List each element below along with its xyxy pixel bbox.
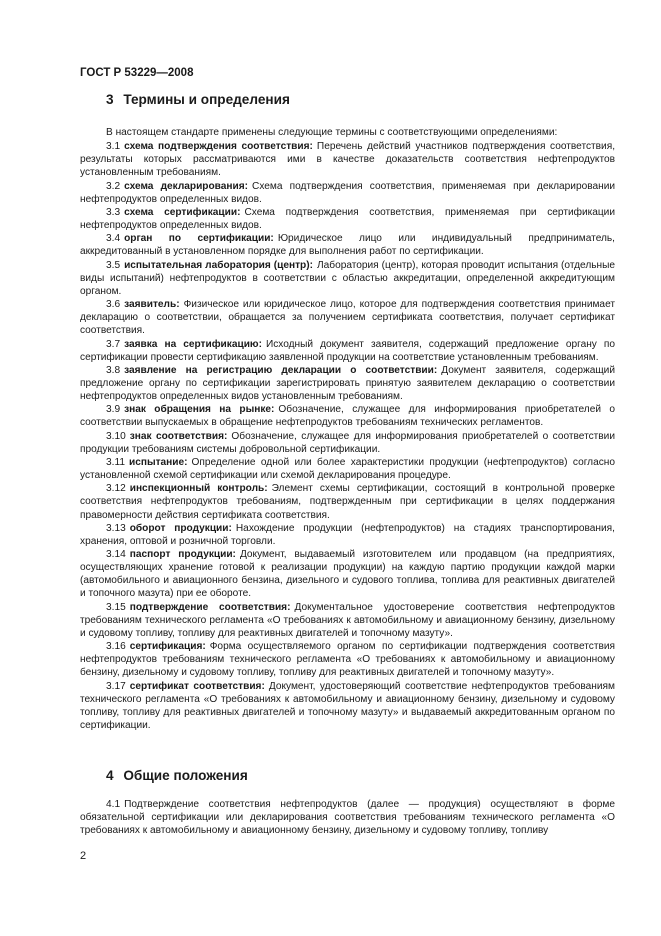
definition-term: знак соответствия:: [129, 430, 228, 442]
definition-text: Определение одной или более характеристики продукции (нефтепродуктов) согласно установленной схемой сертификации или схемой декларирования процедуре.: [80, 456, 615, 482]
section-4-heading: [106, 768, 248, 783]
section-4-body: [80, 798, 615, 837]
definition-term: оборот продукции:: [129, 522, 232, 534]
section-3-body: [80, 126, 615, 732]
definition-item: 3.14 паспорт продукции: Документ, выдаваемый изготовителем или продавцом (на предприятиях, осуществляющих хранение готовой к реализации продукции) на каждую партию продукции каждой марки (автомобильного и авиационного бензина, дизельного и судового топлива, топлива для реактивных двигателей и топочного мазута) при ее обороте.: [80, 549, 615, 600]
definition-item: 3.5 испытательная лаборатория (центр): Лаборатория (центр), которая проводит испытания (отдельные виды испытаний) нефтепродуктов в соответствии с областью аккредитации, определенной аккредитующим органом.: [80, 259, 616, 297]
definition-text: Документальное удостоверение соответствия нефтепродуктов требованиям технического регламента «О требованиях к автомобильному и авиационному бензину, дизельному и судовому топливу, топливу для реактивных двигателей и топочному мазуту».: [80, 601, 615, 639]
definition-text: Юридическое лицо или индивидуальный предприниматель, аккредитованный в установленном порядке для выполнения работ по сертификации.: [80, 233, 615, 258]
definition-item: 3.16 сертификация: Форма осуществляемого органом по сертификации подтверждения соответствия нефтепродуктов требованиям технического регламента «О требованиях к автомобильному и авиационному бензину, дизельному и судовому топливу, топливу для реактивных двигателей и топочному мазуту».: [80, 641, 615, 679]
definition-text: Документ заявителя, содержащий предложение органу по сертификации зарегистрировать принятую заявителем декларацию о соответствии нефтепродуктов определенных видов установленным требованиям.: [80, 364, 615, 403]
definition-term: подтверждение соответствия:: [129, 601, 291, 613]
definition-term: заявитель:: [124, 299, 180, 311]
clause-text: Подтверждение соответствия нефтепродуктов (далее — продукция) осуществляют в форме обязательной сертификации или декларирования соответствия требованиям технического регламента «О требованиях к автомобильному и авиационному бензину, дизельному и судовому топливу, топливу: [80, 799, 615, 837]
definition-text: Нахождение продукции (нефтепродуктов) на стадиях транспортирования, хранения, оптовой и розничной торговли.: [80, 522, 615, 547]
definition-term: знак обращения на рынке:: [124, 404, 275, 416]
definition-term: заявка на сертификацию:: [124, 338, 262, 350]
definition-text: Документ, выдаваемый изготовителем или продавцом (на предприятиях, осуществляющих хранение готовой к реализации продукции) на каждую партию продукции каждой марки (автомобильного и авиационного бензина, дизельного и судового топлива, топлива для реактивных двигателей и топочного мазута) при ее обороте.: [80, 549, 615, 600]
definition-item: 3.4 орган по сертификации: Юридическое лицо или индивидуальный предприниматель, аккредитованный в установленном порядке для выполнения работ по сертификации.: [80, 233, 615, 258]
section-title: Термины и определения: [123, 92, 290, 107]
definition-text: Исходный документ заявителя, содержащий предложение органу по сертификации провести сертификацию заявленной продукции на соответствие установленным требованиям.: [80, 338, 615, 363]
page-number: 2: [80, 850, 87, 862]
definition-item: 3.13 оборот продукции: Нахождение продукции (нефтепродуктов) на стадиях транспортирования, хранения, оптовой и розничной торговли.: [80, 522, 615, 547]
definition-item: 3.8 заявление на регистрацию декларации о соответствии: Документ заявителя, содержащий предложение органу по сертификации зарегистрировать принятую заявителем декларацию о соответствии нефтепродуктов определенных видов установленным требованиям.: [80, 364, 615, 403]
definition-item: 3.7 заявка на сертификацию: Исходный документ заявителя, содержащий предложение органу по сертификации провести сертификацию заявленной продукции на соответствие установленным требованиям.: [80, 338, 615, 363]
definition-item: 3.17 сертификат соответствия: Документ, удостоверяющий соответствие нефтепродуктов требованиям технического регламента «О требованиях к автомобильному и авиационному бензину, дизельному и судовому топливу, топливу для реактивных двигателей и топочному мазуту» и выдаваемый аккредитованным органом по сертификации.: [80, 680, 615, 732]
definition-item: 3.11 испытание: Определение одной или более характеристики продукции (нефтепродуктов) согласно установленной схемой сертификации или схемой декларирования процедуре.: [80, 456, 615, 482]
definition-term: паспорт продукции:: [129, 549, 236, 560]
definition-text: Обозначение, служащее для информирования приобретателей о соответствии выпускаемых в обращение нефтепродуктов требованиям технических регламентов.: [80, 404, 615, 429]
definition-text: Обозначение, служащее для информирования приобретателей о соответствии продукции требованиям системы добровольной сертификации.: [80, 430, 615, 455]
definition-item: 3.3 схема сертификации: Схема подтверждения соответствия, применяемая при сертификации нефтепродуктов определенных видов.: [80, 206, 615, 232]
definition-term: сертификация:: [129, 641, 206, 653]
definition-text: Форма осуществляемого органом по сертификации подтверждения соответствия нефтепродуктов требованиям технического регламента «О требованиях к автомобильному и авиационному бензину, дизельному и судовому топливу, топливу для реактивных двигателей и топочному мазуту».: [80, 641, 615, 679]
definition-term: испытание:: [128, 456, 188, 468]
definition-term: схема декларирования:: [124, 180, 249, 192]
section-3-heading: [106, 92, 290, 107]
section-title: Общие положения: [123, 768, 248, 783]
definition-item: 3.10 знак соответствия: Обозначение, служащее для информирования приобретателей о соответствии продукции требованиям системы добровольной сертификации.: [80, 430, 615, 455]
definition-term: схема сертификации:: [124, 206, 241, 218]
definition-text: Лаборатория (центр), которая проводит испытания (отдельные виды испытаний) нефтепродуктов в соответствии с областью аккредитации, определенной аккредитующим органом.: [80, 259, 616, 297]
definition-term: схема подтверждения соответствия:: [124, 141, 313, 153]
definition-item: 3.1 схема подтверждения соответствия: Перечень действий участников подтверждения соответствия, результаты которых рассматриваются ими в качестве доказательств соответствия нефтепродуктов установленным требованиям.: [80, 141, 616, 179]
definition-text: Физическое или юридическое лицо, которое для подтверждения соответствия принимает декларацию о соответствии, обращается за получением сертификата соответствия, получает сертификат соответствия.: [80, 299, 615, 337]
document-id: ГОСТ Р 53229—2008: [80, 67, 194, 79]
definition-term: испытательная лаборатория (центр):: [124, 259, 313, 271]
definition-text: Перечень действий участников подтверждения соответствия, результаты которых рассматриваются ими в качестве доказательств соответствия нефтепродуктов установленным требованиям.: [80, 141, 616, 179]
definition-item: 3.9 знак обращения на рынке: Обозначение, служащее для информирования приобретателей о соответствии выпускаемых в обращение нефтепродуктов требованиям технических регламентов.: [80, 404, 615, 429]
definition-text: Схема подтверждения соответствия, применяемая при декларировании нефтепродуктов определенных видов.: [80, 180, 616, 205]
section-number: 3: [106, 92, 114, 107]
definition-text: Документ, удостоверяющий соответствие нефтепродуктов требованиям технического регламента «О требованиях к автомобильному и авиационному бензину, дизельному и судовому топливу, топливу для реактивных двигателей и топочному мазуту» и выдаваемый аккредитованным органом по сертификации.: [80, 680, 615, 732]
definition-item: 3.2 схема декларирования: Схема подтверждения соответствия, применяемая при декларировании нефтепродуктов определенных видов.: [80, 180, 616, 205]
definition-term: заявление на регистрацию декларации о соответствии:: [124, 364, 438, 376]
definition-item: 3.12 инспекционный контроль: Элемент схемы сертификации, состоящий в контрольной проверке соответствия нефтепродуктов требованиям, подтвержденным при сертификации в целях поддержания правомерности действия сертификата соответствия.: [80, 483, 615, 521]
definition-text: Схема подтверждения соответствия, применяемая при сертификации нефтепродуктов определенных видов.: [80, 206, 615, 232]
clause-item: 4.1 Подтверждение соответствия нефтепродуктов (далее — продукция) осуществляют в форме обязательной сертификации или декларирования соответствия требованиям технического регламента «О требованиях к автомобильному и авиационному бензину, дизельному и судовому топливу, топливу: [80, 799, 615, 837]
definition-item: 3.6 заявитель: Физическое или юридическое лицо, которое для подтверждения соответствия принимает декларацию о соответствии, обращается за получением сертификата соответствия, получает сертификат соответствия.: [80, 299, 615, 337]
definition-item: 3.15 подтверждение соответствия: Документальное удостоверение соответствия нефтепродуктов требованиям технического регламента «О требованиях к автомобильному и авиационному бензину, дизельному и судовому топливу, топливу для реактивных двигателей и топочному мазуту».: [80, 601, 615, 639]
definition-term: сертификат соответствия:: [129, 680, 265, 692]
definition-term: орган по сертификации:: [124, 233, 274, 245]
definition-term: инспекционный контроль:: [129, 483, 268, 495]
definition-text: Элемент схемы сертификации, состоящий в контрольной проверке соответствия нефтепродуктов требованиям, подтвержденным при сертификации в целях поддержания правомерности действия сертификата соответствия.: [80, 483, 615, 521]
section-number: 4: [106, 768, 114, 783]
section-intro: В настоящем стандарте применены следующие термины с соответствующими определениями:: [106, 127, 558, 138]
